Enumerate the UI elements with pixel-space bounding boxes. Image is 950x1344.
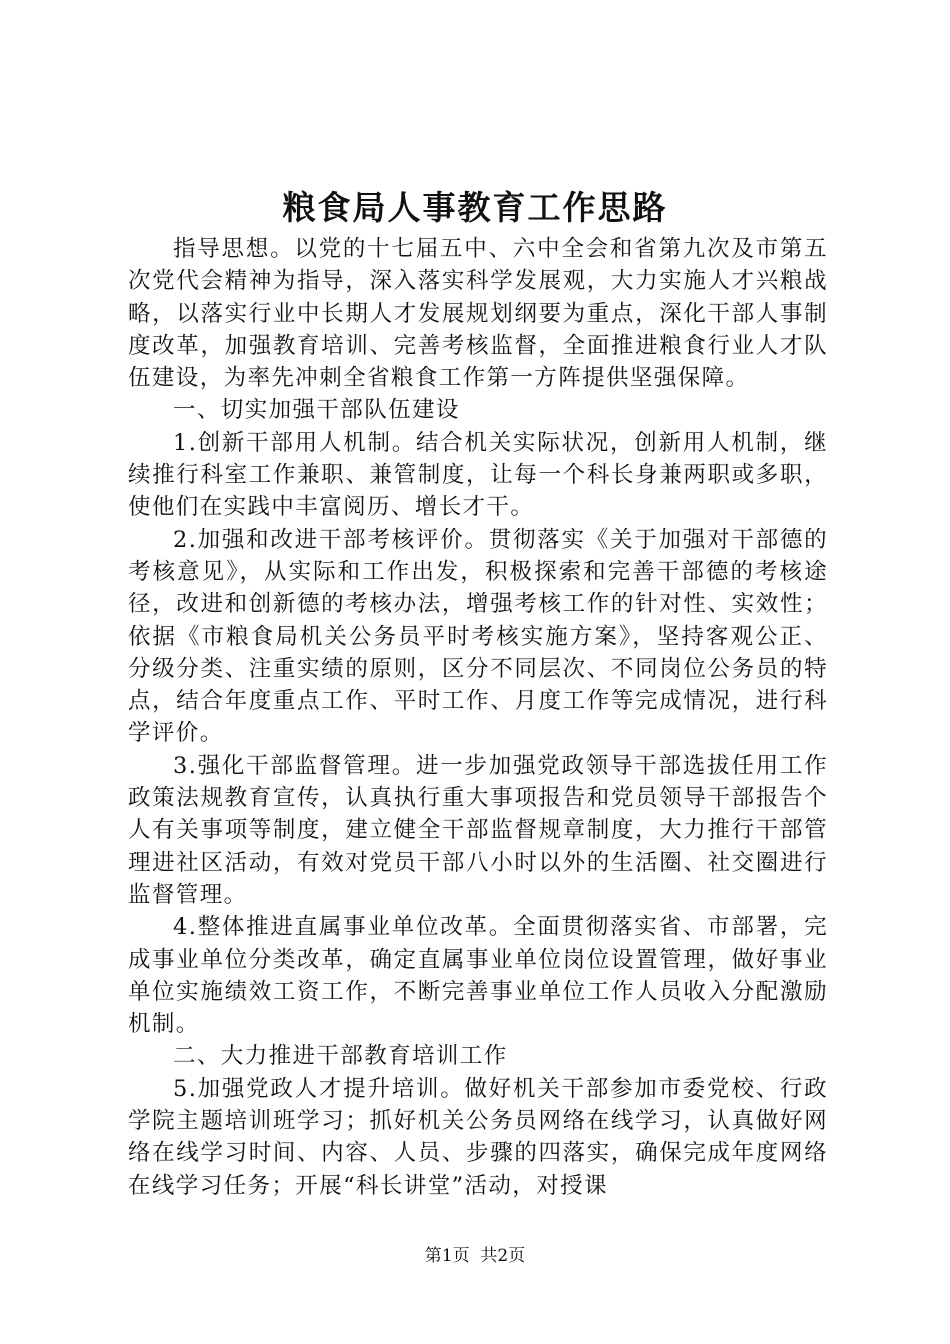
document-body (128, 233, 828, 1202)
section-heading-1: 一、切实加强干部队伍建设 (173, 397, 460, 424)
page-footer (0, 1244, 950, 1268)
document-title: 粮食局人事教育工作思路 (282, 188, 668, 227)
section-heading-2: 二、大力推进干部教育培训工作 (173, 1043, 508, 1070)
paragraph-guiding-thought: 指导思想。以党的十七届五中、六中全会和省第九次及市第五次党代会精神为指导，深入落实科学发展观，大力实施人才兴粮战略，以落实行业中长期人才发展规划纲要为重点，深化干部人事制度改革，加强教育培训、完善考核监督，全面推进粮食行业人才队伍建设，为率先冲刺全省粮食工作第一方阵提供坚强保障。 (128, 236, 828, 392)
paragraph-item-1: 1.创新干部用人机制。结合机关实际状况，创新用人机制，继续推行科室工作兼职、兼管制度，让每一个科长身兼两职或多职，使他们在实践中丰富阅历、增长才干。 (128, 429, 828, 521)
paragraph-item-2: 2.加强和改进干部考核评价。贯彻落实《关于加强对干部德的考核意见》，从实际和工作出发，积极探索和完善干部德的考核途径，改进和创新德的考核办法，增强考核工作的针对性、实效性；依据《市粮食局机关公务员平时考核实施方案》，坚持客观公正、分级分类、注重实绩的原则，区分不同层次、不同岗位公务员的特点，结合年度重点工作、平时工作、月度工作等完成情况，进行科学评价。 (128, 526, 828, 747)
paragraph-item-5: 5.加强党政人才提升培训。做好机关干部参加市委党校、行政学院主题培训班学习；抓好机关公务员网络在线学习，认真做好网络在线学习时间、内容、人员、步骤的四落实，确保完成年度网络在线学习任务；开展“科长讲堂”活动，对授课 (128, 1075, 828, 1199)
page-number-label: 第1页 共2页 (424, 1246, 526, 1266)
paragraph-item-4: 4.整体推进直属事业单位改革。全面贯彻落实省、市部署，完成事业单位分类改革，确定直属事业单位岗位设置管理，做好事业单位实施绩效工资工作，不断完善事业单位工作人员收入分配激励机制。 (128, 914, 828, 1038)
paragraph-item-3: 3.强化干部监督管理。进一步加强党政领导干部选拔任用工作政策法规教育宣传，认真执行重大事项报告和党员领导干部报告个人有关事项等制度，建立健全干部监督规章制度，大力推行干部管理进社区活动，有效对党员干部八小时以外的生活圈、社交圈进行监督管理。 (128, 752, 828, 908)
